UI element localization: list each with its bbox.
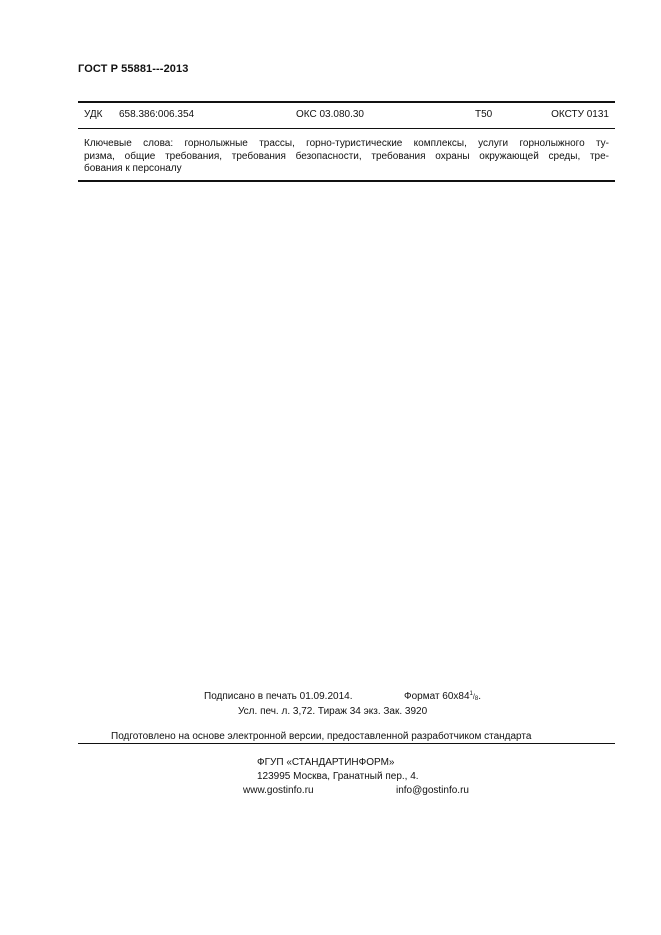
format-numerator: 1 bbox=[469, 691, 473, 697]
keywords-bottom-rule bbox=[78, 180, 615, 182]
print-details: Усл. печ. л. 3,72. Тираж 34 экз. Зак. 3920 bbox=[238, 706, 428, 717]
oks-code: ОКС 03.080.30 bbox=[296, 109, 364, 120]
keywords-line: ризма, общие требования, требования безопасности, требования охраны окружающей среды, тре- bbox=[84, 150, 609, 162]
format-denominator: 8 bbox=[474, 696, 479, 702]
fraction-slash: / bbox=[472, 694, 475, 701]
udk-value: 658.386:006.354 bbox=[119, 109, 195, 120]
publisher-address: 123995 Москва, Гранатный пер., 4. bbox=[257, 771, 419, 782]
signed-for-print: Подписано в печать 01.09.2014. bbox=[204, 691, 353, 702]
prepared-note: Подготовлено на основе электронной версии, предоставленной разработчиком стандарта bbox=[111, 731, 532, 742]
codes-top-rule bbox=[78, 101, 615, 103]
keywords-line: бования к персоналу bbox=[84, 163, 182, 174]
keywords-block bbox=[84, 138, 609, 176]
codes-middle-rule bbox=[78, 128, 615, 129]
format-suffix: . bbox=[478, 691, 481, 702]
publisher-website-link[interactable]: www.gostinfo.ru bbox=[243, 785, 314, 796]
group-code: T50 bbox=[475, 109, 493, 120]
page-header: ГОСТ Р 55881---2013 bbox=[78, 63, 189, 75]
udk-label: УДК bbox=[84, 109, 103, 120]
print-format bbox=[404, 691, 481, 702]
okstu-code: ОКСТУ 0131 bbox=[551, 109, 609, 120]
keywords-line: Ключевые слова: горнолыжные трассы, горно-туристические комплексы, услуги горнолыжного ту- bbox=[84, 138, 609, 149]
classification-codes-row bbox=[84, 109, 609, 123]
publisher-name: ФГУП «СТАНДАРТИНФОРМ» bbox=[257, 757, 395, 768]
publisher-rule bbox=[78, 743, 615, 744]
format-prefix: Формат 60x84 bbox=[404, 691, 470, 702]
publisher-email-link[interactable]: info@gostinfo.ru bbox=[396, 785, 469, 796]
